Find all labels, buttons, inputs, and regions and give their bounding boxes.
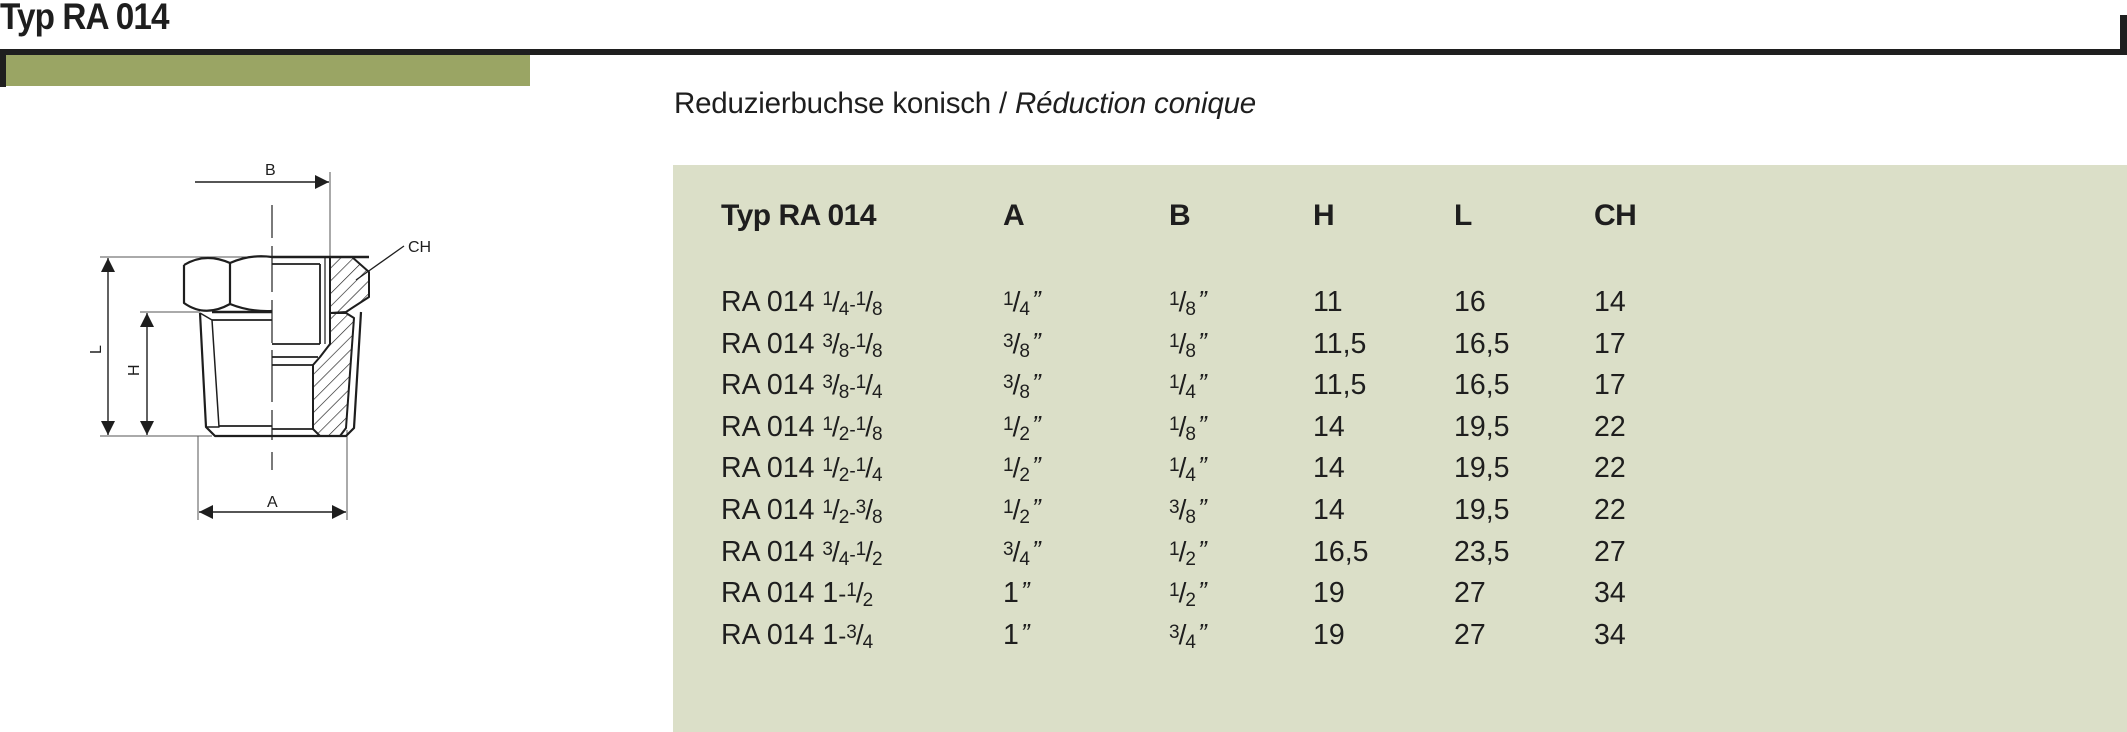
fraction: 1/8 xyxy=(1169,286,1196,320)
cell-b: 1/4” xyxy=(1169,368,1207,404)
fraction: 3/4 xyxy=(1169,618,1196,653)
subtitle-separator: / xyxy=(991,87,1016,120)
cell-typ: RA 014 1/2-3/8 xyxy=(721,494,883,528)
column-header-ch: CH xyxy=(1594,199,1637,232)
dimension-b xyxy=(195,172,330,260)
cell-l: 19,5 xyxy=(1454,452,1510,485)
fraction: 1/2 xyxy=(1169,535,1196,570)
technical-drawing xyxy=(0,140,480,540)
fraction: 1/8 xyxy=(855,286,883,320)
cell-h: 14 xyxy=(1313,410,1345,443)
fraction: 1/2 xyxy=(846,577,874,612)
header-rule-right-tick xyxy=(2120,15,2127,55)
fraction: 3/4 xyxy=(1003,535,1030,570)
fraction: 1/4 xyxy=(855,452,883,487)
fraction: 1/4 xyxy=(822,286,850,320)
cell-b: 1/8” xyxy=(1169,326,1207,362)
page-title: Typ RA 014 xyxy=(0,0,169,37)
cell-typ: RA 014 3/8-1/8 xyxy=(721,327,883,362)
label-h: H xyxy=(126,364,143,376)
cell-a: 1” xyxy=(1003,617,1030,651)
fraction: 3/8 xyxy=(1169,494,1196,528)
cell-h: 19 xyxy=(1313,618,1345,651)
subtitle-german: Reduzierbuchse konisch xyxy=(674,87,992,120)
fraction: 1/8 xyxy=(855,327,883,362)
cell-b: 3/8” xyxy=(1169,493,1207,528)
cell-typ: RA 014 1/2-1/4 xyxy=(721,452,883,487)
cell-a: 1/2” xyxy=(1003,451,1041,487)
cell-l: 27 xyxy=(1454,577,1486,610)
cell-typ: RA 014 1/2-1/8 xyxy=(721,410,883,445)
cell-h: 11,5 xyxy=(1313,327,1367,360)
cell-ch: 22 xyxy=(1594,494,1626,526)
cell-a: 1/2” xyxy=(1003,493,1041,528)
cell-l: 16 xyxy=(1454,286,1486,318)
label-b: B xyxy=(265,162,276,179)
cell-ch: 14 xyxy=(1594,286,1626,318)
subtitle-french: Réduction conique xyxy=(1015,87,1256,120)
cell-h: 16,5 xyxy=(1313,535,1369,568)
fraction: 3/4 xyxy=(846,618,874,653)
fraction: 3/8 xyxy=(822,327,850,362)
cell-h: 14 xyxy=(1313,494,1345,526)
fraction: 1/2 xyxy=(1003,494,1030,528)
cell-b: 1/2” xyxy=(1169,576,1207,612)
fraction: 3/8 xyxy=(1003,369,1030,404)
cell-h: 14 xyxy=(1313,452,1345,485)
cell-b: 1/2” xyxy=(1169,534,1207,570)
cell-ch: 34 xyxy=(1594,618,1626,651)
cell-typ: RA 014 1-1/2 xyxy=(721,577,874,612)
cell-h: 11 xyxy=(1313,286,1343,318)
cell-a: 1/4” xyxy=(1003,285,1041,320)
label-ch: CH xyxy=(408,239,432,256)
cell-typ: RA 014 1/4-1/8 xyxy=(721,286,883,320)
fraction: 1/2 xyxy=(822,494,850,528)
cell-ch: 17 xyxy=(1594,327,1626,360)
fraction: 1/2 xyxy=(1003,410,1030,445)
cell-l: 16,5 xyxy=(1454,327,1510,360)
cell-l: 19,5 xyxy=(1454,494,1510,526)
fraction: 1/2 xyxy=(822,452,850,487)
fraction: 1/4 xyxy=(855,369,883,404)
fraction: 1/2 xyxy=(822,410,850,445)
fraction: 3/8 xyxy=(1003,327,1030,362)
fraction: 1/4 xyxy=(1169,452,1196,487)
column-header-typ: Typ RA 014 xyxy=(721,199,877,232)
fraction: 3/8 xyxy=(822,369,850,404)
cell-l: 16,5 xyxy=(1454,369,1510,402)
column-header-h: H xyxy=(1313,199,1335,232)
cell-h: 11,5 xyxy=(1313,369,1367,402)
cell-ch: 34 xyxy=(1594,577,1626,610)
column-header-a: A xyxy=(1003,199,1025,232)
cell-b: 3/4” xyxy=(1169,617,1207,653)
label-l: L xyxy=(88,345,105,354)
cell-l: 19,5 xyxy=(1454,410,1510,443)
ch-leader xyxy=(356,246,404,280)
cell-ch: 22 xyxy=(1594,410,1626,443)
fraction: 1/4 xyxy=(1003,286,1030,320)
fraction: 1/8 xyxy=(1169,410,1196,445)
fraction: 1/2 xyxy=(1169,577,1196,612)
cell-typ: RA 014 3/8-1/4 xyxy=(721,369,883,404)
hex-section xyxy=(330,257,369,313)
cell-a: 1/2” xyxy=(1003,409,1041,445)
cell-a: 1” xyxy=(1003,576,1030,610)
cell-a: 3/8” xyxy=(1003,326,1041,362)
cell-a: 3/4” xyxy=(1003,534,1041,570)
fraction: 3/4 xyxy=(822,535,850,570)
cell-ch: 22 xyxy=(1594,452,1626,485)
cell-ch: 27 xyxy=(1594,535,1626,568)
fraction: 1/8 xyxy=(1169,327,1196,362)
fraction: 1/2 xyxy=(855,535,883,570)
cell-b: 1/8” xyxy=(1169,409,1207,445)
cell-typ: RA 014 3/4-1/2 xyxy=(721,535,883,570)
cell-l: 27 xyxy=(1454,618,1486,651)
fraction: 1/2 xyxy=(1003,452,1030,487)
product-subtitle xyxy=(674,87,1256,121)
column-header-b: B xyxy=(1169,199,1191,232)
fraction: 1/8 xyxy=(855,410,883,445)
cell-typ: RA 014 1-3/4 xyxy=(721,618,874,653)
cell-l: 23,5 xyxy=(1454,535,1510,568)
column-header-l: L xyxy=(1454,199,1472,232)
label-a: A xyxy=(267,494,278,511)
cell-b: 1/4” xyxy=(1169,451,1207,487)
cell-b: 1/8” xyxy=(1169,285,1207,320)
cell-h: 19 xyxy=(1313,577,1345,610)
cell-a: 3/8” xyxy=(1003,368,1041,404)
dimensions-table xyxy=(673,165,2127,732)
cell-ch: 17 xyxy=(1594,369,1626,402)
fraction: 3/8 xyxy=(855,494,883,528)
accent-bar xyxy=(6,55,530,86)
fraction: 1/4 xyxy=(1169,369,1196,404)
